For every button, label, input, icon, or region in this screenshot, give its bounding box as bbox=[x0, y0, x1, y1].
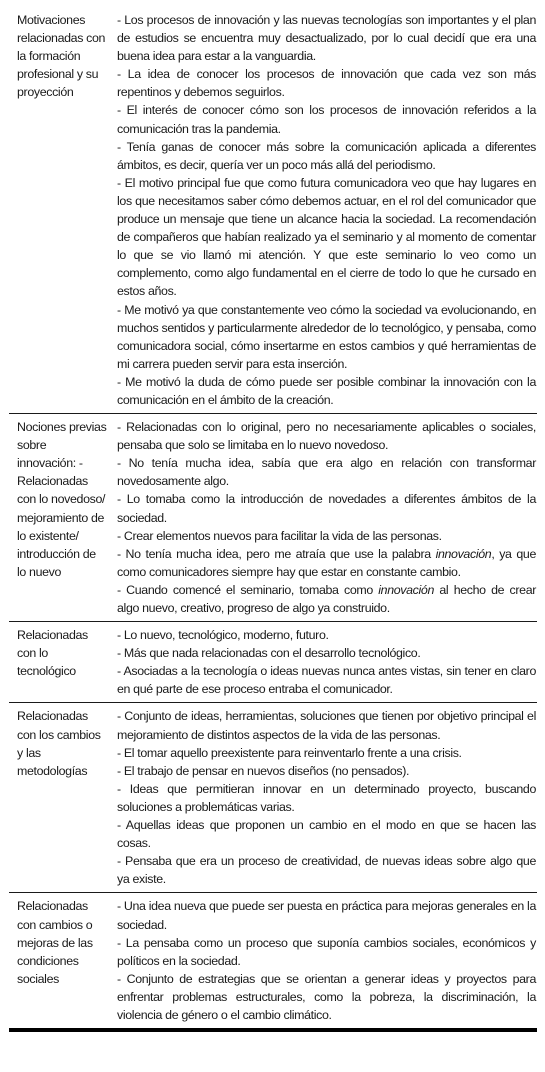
response-item: - El tomar aquello preexistente para reinventarlo frente a una crisis. bbox=[117, 745, 462, 760]
response-item: - Pensaba que era un proceso de creatividad, de nuevas ideas sobre algo que ya existe. bbox=[117, 854, 536, 887]
row-responses bbox=[111, 414, 537, 622]
emphasized-word: innovación bbox=[378, 582, 434, 597]
response-item: - La pensaba como un proceso que suponía cambios sociales, económicos y políticos en la sociedad. bbox=[117, 935, 536, 968]
table-row bbox=[9, 7, 537, 414]
response-item: - La idea de conocer los procesos de innovación que cada vez son más repentinos y debemos seguirlos. bbox=[117, 67, 536, 100]
response-item: - Conjunto de ideas, herramientas, soluciones que tienen por objetivo principal el mejoramiento de distintos aspectos de la vida de las personas. bbox=[117, 709, 536, 742]
row-responses bbox=[111, 703, 537, 893]
response-item: - El trabajo de pensar en nuevos diseños (no pensados). bbox=[117, 763, 410, 778]
table-row bbox=[9, 622, 537, 703]
row-label: Relacionadas con lo tecnológico bbox=[9, 622, 111, 703]
response-item: - Lo nuevo, tecnológico, moderno, futuro. bbox=[117, 628, 329, 643]
response-item: - El interés de conocer cómo son los procesos de innovación referidos a la comunicación tras la pandemia. bbox=[117, 103, 536, 136]
row-label: Motivaciones relacionadas con la formación profesional y su proyección bbox=[9, 7, 111, 414]
response-item: - Tenía ganas de conocer más sobre la comunicación aplicada a diferentes ámbitos, es decir, quería ver un poco más allá del periodismo. bbox=[117, 139, 536, 172]
response-item: - Más que nada relacionadas con el desarrollo tecnológico. bbox=[117, 646, 421, 661]
response-item: - Lo tomaba como la introducción de novedades a diferentes ámbitos de la sociedad. bbox=[117, 492, 536, 525]
response-item: - Conjunto de estrategias que se orientan a generar ideas y proyectos para enfrentar problemas estructurales, como la pobreza, la discriminación, la violencia de género o el cambio climático. bbox=[117, 971, 536, 1022]
table-row bbox=[9, 893, 537, 1030]
response-item: - Ideas que permitieran innovar en un determinado proyecto, buscando soluciones a problemáticas varias. bbox=[117, 781, 536, 814]
row-label: Nociones previas sobre innovación: - Relacionadas con lo novedoso/ mejoramiento de lo existente/ introducción de lo nuevo bbox=[9, 414, 111, 622]
response-item: - No tenía mucha idea, pero me atraía que use la palabra innovación, ya que como comunicadores siempre hay que estar en constante cambio. bbox=[117, 546, 536, 579]
row-responses bbox=[111, 622, 537, 703]
row-label: Relacionadas con los cambios y las metodologías bbox=[9, 703, 111, 893]
response-item: - Aquellas ideas que proponen un cambio en el modo en que se hacen las cosas. bbox=[117, 818, 536, 851]
response-item: - Crear elementos nuevos para facilitar la vida de las personas. bbox=[117, 528, 442, 543]
table-row bbox=[9, 414, 537, 622]
response-item: - Cuando comencé el seminario, tomaba como innovación al hecho de crear algo nuevo, creativo, progreso de algo ya construido. bbox=[117, 582, 537, 615]
response-item: - Los procesos de innovación y las nuevas tecnologías son importantes y el plan de estudios se encuentra muy desactualizado, por lo cual decidí que era una buena idea para estar a la vanguardia. bbox=[117, 13, 536, 64]
response-item: - El motivo principal fue que como futura comunicadora veo que hay lugares en los que necesitamos saber cómo debemos actuar, en el rol del comunicador que produce un mensaje que tiene un alcance hacia la sociedad. La recomendación de compañeros que habían realizado ya el seminario y al momento de comentar lo que se vio llamó mi atención. Y que este seminario lo veo como un complemento, como algo fundamental en el cierre de todo lo que he cursado en estos años. bbox=[117, 175, 536, 299]
row-label: Relacionadas con cambios o mejoras de las condiciones sociales bbox=[9, 893, 111, 1030]
row-responses bbox=[111, 893, 537, 1030]
emphasized-word: innovación bbox=[435, 546, 492, 561]
response-item: - Me motivó la duda de cómo puede ser posible combinar la innovación con la comunicación en el ámbito de la creación. bbox=[117, 374, 536, 407]
response-item: - Una idea nueva que puede ser puesta en práctica para mejoras generales en la sociedad. bbox=[117, 899, 536, 932]
response-item: - Asociadas a la tecnología o ideas nuevas nunca antes vistas, sin tener en claro en qué parte de ese proceso entraba el comunicador. bbox=[117, 664, 536, 697]
response-item: - Me motivó ya que constantemente veo cómo la sociedad va evolucionando, en muchos sentidos y particularmente alrededor de lo tecnológico, y pensaba, como comunicadora social, cómo insertarme en estos cambios y qué herramientas de mi carrera pueden servir para esta inserción. bbox=[117, 302, 536, 371]
response-item: - No tenía mucha idea, sabía que era algo en relación con transformar novedosamente algo. bbox=[117, 456, 536, 489]
innovation-notions-table bbox=[9, 7, 537, 1032]
response-item: - Relacionadas con lo original, pero no necesariamente aplicables o sociales, pensaba que solo se limitaba en lo nuevo novedoso. bbox=[117, 420, 536, 453]
row-responses bbox=[111, 7, 537, 414]
table-row bbox=[9, 703, 537, 893]
